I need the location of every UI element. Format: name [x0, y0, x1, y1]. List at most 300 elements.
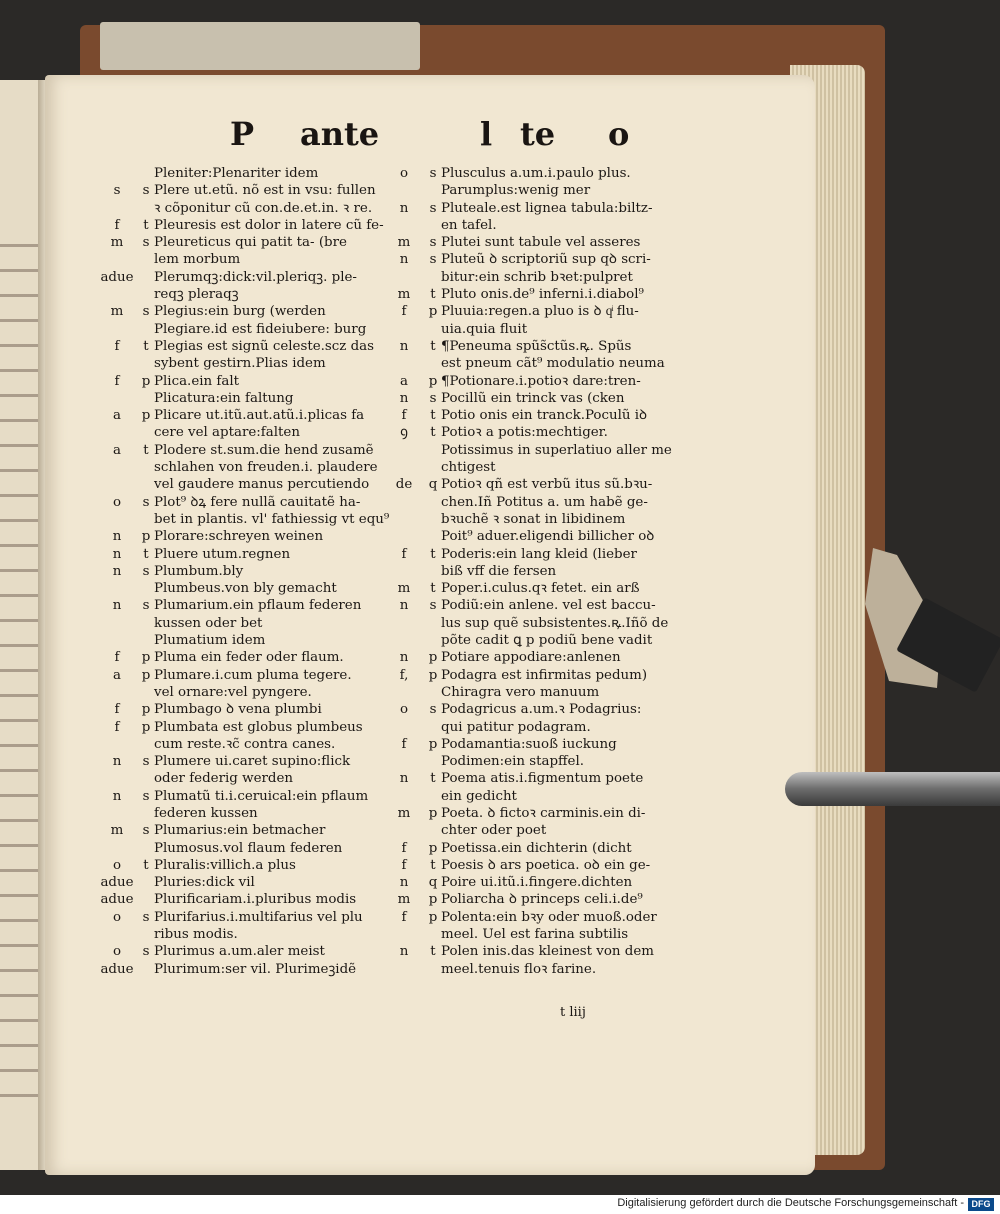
entry-row: [385, 701, 695, 718]
header-word: te: [520, 115, 556, 153]
entry-row: [385, 234, 695, 251]
margin-mark: m: [110, 304, 124, 320]
margin-mark: f: [401, 408, 407, 424]
entry-row: [385, 805, 695, 822]
entry-row: [98, 684, 408, 701]
entry-row: [385, 580, 695, 597]
entry-text: Polen inis.das kleinest von dem: [441, 944, 654, 960]
entry-text: Plutei sunt tabule vel asseres: [441, 235, 641, 251]
entry-row: [385, 355, 695, 372]
entry-text: bꝛuchẽ ꝛ sonat in libidinem: [441, 511, 626, 527]
right-column: [385, 165, 695, 978]
margin-mark: t: [143, 857, 149, 873]
margin-mark: f: [114, 719, 120, 735]
margin-mark: s: [142, 235, 150, 251]
margin-mark: t: [430, 408, 436, 424]
margin-mark: a: [113, 408, 121, 424]
entry-row: [385, 891, 695, 908]
entry-row: [98, 355, 408, 372]
entry-row: [98, 407, 408, 424]
entry-row: [98, 182, 408, 199]
entry-row: [385, 373, 695, 390]
entry-row: [98, 788, 408, 805]
entry-text: Potio onis ein tranck.Poculũ iꝺ: [441, 408, 648, 424]
margin-mark: m: [397, 235, 411, 251]
entry-text: Potiare appodiare:anlenen: [441, 650, 621, 666]
entry-row: [385, 563, 695, 580]
margin-mark: s: [142, 754, 150, 770]
entry-text: Plumosus.vol flaum federen: [154, 840, 343, 856]
entry-row: [98, 822, 408, 839]
entry-text: Pleureticus qui patit ta- (bre: [154, 235, 347, 251]
header-word: l: [480, 115, 493, 153]
entry-text: bet in plantis. vl' fathiessig vt equ⁹: [154, 511, 390, 527]
margin-mark: t: [430, 425, 436, 441]
margin-mark: o: [112, 909, 122, 925]
margin-mark: t: [430, 338, 436, 354]
margin-mark: n: [112, 788, 122, 804]
facing-page-text: [0, 230, 38, 1110]
entry-text: Poper.i.culus.qꝛ fetet. ein arß: [441, 581, 640, 597]
entry-row: [385, 874, 695, 891]
entry-text: bitur:ein schrib bꝛet:pulpret: [441, 269, 633, 285]
entry-text: Poeta. ꝺ fictoꝛ carminis.ein di-: [441, 805, 646, 821]
entry-row: [98, 442, 408, 459]
margin-mark: p: [141, 719, 151, 735]
entry-text: meel. Uel est farina subtilis: [441, 927, 629, 943]
margin-mark: t: [430, 287, 436, 303]
entry-row: [385, 840, 695, 857]
entry-text: chter oder poet: [441, 823, 547, 839]
entry-text: Chiragra vero manuum: [441, 684, 600, 700]
margin-mark: m: [397, 892, 411, 908]
entry-text: Plorare:schreyen weinen: [154, 529, 324, 545]
entry-row: [385, 822, 695, 839]
header-word: ante: [300, 115, 380, 153]
margin-mark: q: [428, 477, 438, 493]
entry-row: [98, 874, 408, 891]
margin-mark: n: [112, 754, 122, 770]
running-header: [0, 115, 1000, 165]
entry-row: [385, 615, 695, 632]
entry-row: [385, 632, 695, 649]
margin-mark: n: [112, 529, 122, 545]
entry-text: Pocillũ ein trinck vas (cken: [441, 390, 625, 406]
margin-mark: s: [142, 788, 150, 804]
entry-row: [98, 736, 408, 753]
margin-mark: s: [142, 304, 150, 320]
entry-row: [385, 546, 695, 563]
margin-mark: p: [141, 373, 151, 389]
entry-text: Plurificariam.i.pluribus modis: [154, 892, 357, 908]
margin-mark: t: [143, 217, 149, 233]
entry-row: [98, 217, 408, 234]
margin-mark: s: [429, 598, 437, 614]
margin-mark: n: [399, 390, 409, 406]
entry-text: Pluma ein feder oder flaum.: [154, 650, 344, 666]
entry-row: [385, 459, 695, 476]
entry-text: Plicare ut.itũ.aut.atũ.i.plicas fa: [154, 408, 365, 424]
entry-row: [385, 390, 695, 407]
entry-row: [385, 909, 695, 926]
entry-text: Pluralis:villich.a plus: [154, 857, 296, 873]
margin-mark: s: [142, 944, 150, 960]
entry-text: Pluto onis.de⁹ inferni.i.diabol⁹: [441, 287, 644, 303]
entry-text: Plumbum.bly: [154, 563, 244, 579]
glass-rod: [785, 772, 1000, 806]
margin-mark: t: [143, 338, 149, 354]
margin-mark: p: [428, 650, 438, 666]
entry-row: [98, 251, 408, 268]
entry-text: Pluteũ ꝺ scriptoriũ sup qꝺ scri-: [441, 252, 651, 268]
entry-row: [98, 321, 408, 338]
entry-row: [98, 200, 408, 217]
entry-row: [385, 961, 695, 978]
entry-row: [385, 165, 695, 182]
entry-text: Plegiare.id est fideiubere: burg: [154, 321, 367, 337]
margin-mark: f: [114, 373, 120, 389]
entry-row: [98, 926, 408, 943]
signature-mark: t liij: [560, 1005, 586, 1020]
entry-row: [98, 701, 408, 718]
entry-row: [98, 943, 408, 960]
entry-row: [385, 943, 695, 960]
margin-mark: s: [429, 702, 437, 718]
entry-text: Plumarium.ein pflaum federen: [154, 598, 362, 614]
entry-text: Poliarcha ꝺ princeps celi.i.de⁹: [441, 892, 643, 908]
entry-text: ¶Potionare.i.potioꝛ dare:tren-: [441, 373, 641, 389]
entry-row: [385, 217, 695, 234]
margin-mark: f: [401, 304, 407, 320]
margin-mark: f: [114, 217, 120, 233]
margin-mark: n: [112, 563, 122, 579]
entry-text: Plumbata est globus plumbeus: [154, 719, 363, 735]
entry-row: [98, 476, 408, 493]
entry-row: [385, 476, 695, 493]
margin-mark: t: [430, 771, 436, 787]
margin-mark: p: [428, 909, 438, 925]
margin-mark: adue: [100, 269, 134, 285]
entry-text: ¶Peneuma spũs̃ctũs.ꝶ. Spũs: [441, 338, 632, 354]
entry-text: Parumplus:wenig mer: [441, 183, 591, 199]
margin-mark: a: [113, 442, 121, 458]
entry-row: [98, 373, 408, 390]
entry-text: Potissimus in superlatiuo aller me: [441, 442, 672, 458]
margin-mark: p: [141, 702, 151, 718]
entry-text: sybent gestirn.Plias idem: [154, 356, 326, 372]
entry-row: [98, 649, 408, 666]
entry-text: Plumbeus.von bly gemacht: [154, 581, 337, 597]
margin-mark: a: [113, 667, 121, 683]
entry-row: [385, 251, 695, 268]
entry-text: Plumere ui.caret supino:flick: [154, 754, 351, 770]
entry-text: ein gedicht: [441, 788, 517, 804]
margin-mark: s: [429, 166, 437, 181]
entry-text: Plusculus a.um.i.paulo plus.: [441, 166, 631, 181]
entry-row: [385, 424, 695, 441]
entry-text: Polenta:ein bꝛy oder muoß.oder: [441, 909, 657, 925]
entry-text: Plumarius:ein betmacher: [154, 823, 326, 839]
entry-row: [98, 580, 408, 597]
dfg-logo: DFG: [968, 1198, 994, 1211]
margin-mark: n: [399, 200, 409, 216]
entry-row: [385, 321, 695, 338]
margin-mark: s: [429, 390, 437, 406]
entry-row: [385, 597, 695, 614]
margin-mark: o: [399, 166, 409, 181]
entry-row: [98, 303, 408, 320]
margin-mark: s: [142, 909, 150, 925]
cover-edge: [100, 22, 420, 70]
entry-text: vel gaudere manus percutiendo: [154, 477, 370, 493]
entry-text: Podagra est infirmitas pedum): [441, 667, 648, 683]
margin-mark: n: [399, 598, 409, 614]
entry-text: Plumatũ ti.i.ceruical:ein pflaum: [154, 788, 369, 804]
entry-text: Poit⁹ aduer.eligendi billicher oꝺ: [441, 529, 655, 545]
entry-row: [98, 753, 408, 770]
entry-row: [98, 840, 408, 857]
entry-row: [385, 494, 695, 511]
entry-text: Plurimus a.um.aler meist: [154, 944, 325, 960]
entry-row: [385, 269, 695, 286]
margin-mark: n: [399, 875, 409, 891]
entry-text: Podamantia:suoß iuckung: [441, 736, 617, 752]
entry-text: Plicatura:ein faltung: [154, 390, 294, 406]
entry-row: [98, 891, 408, 908]
entry-row: [385, 182, 695, 199]
margin-mark: p: [428, 840, 438, 856]
entry-text: Poderis:ein lang kleid (lieber: [441, 546, 637, 562]
margin-mark: o: [112, 944, 122, 960]
entry-row: [98, 338, 408, 355]
entry-row: [98, 597, 408, 614]
margin-mark: t: [430, 546, 436, 562]
entry-text: oder federig werden: [154, 771, 294, 787]
margin-mark: ꝯ: [400, 425, 408, 441]
left-column: [98, 165, 408, 978]
margin-mark: s: [142, 823, 150, 839]
entry-row: [385, 303, 695, 320]
entry-text: en tafel.: [441, 217, 497, 233]
margin-mark: p: [141, 408, 151, 424]
entry-text: Plegius:ein burg (werden: [154, 304, 326, 320]
entry-row: [385, 719, 695, 736]
entry-text: Plerumqꝫ:dick:vil.pleriqꝫ. ple-: [154, 269, 357, 285]
entry-text: Plurimum:ser vil. Plurimeꝫidẽ: [154, 961, 357, 977]
margin-mark: p: [428, 736, 438, 752]
margin-mark: t: [143, 442, 149, 458]
margin-mark: t: [430, 857, 436, 873]
entry-text: meel.tenuis floꝛ farine.: [441, 961, 597, 977]
margin-mark: p: [428, 373, 438, 389]
entry-row: [98, 390, 408, 407]
margin-mark: f: [401, 546, 407, 562]
entry-row: [98, 494, 408, 511]
entry-text: Pluteale.est lignea tabula:biltz-: [441, 200, 653, 216]
entry-row: [98, 961, 408, 978]
margin-mark: m: [397, 581, 411, 597]
entry-row: [385, 442, 695, 459]
entry-text: chtigest: [441, 460, 496, 476]
margin-mark: s: [142, 494, 150, 510]
entry-text: Plurifarius.i.multifarius vel plu: [154, 909, 363, 925]
entry-row: [98, 909, 408, 926]
entry-text: Podiũ:ein anlene. vel est baccu-: [441, 598, 656, 614]
margin-mark: n: [399, 338, 409, 354]
entry-text: Pleuresis est dolor in latere cũ fe-: [154, 217, 384, 233]
margin-mark: t: [430, 581, 436, 597]
margin-mark: f: [114, 702, 120, 718]
entry-row: [98, 234, 408, 251]
entry-text: uia.quia fluit: [441, 321, 528, 337]
margin-mark: o: [399, 702, 409, 718]
margin-mark: s: [142, 598, 150, 614]
entry-row: [98, 286, 408, 303]
entry-text: Plumatium idem: [154, 633, 266, 649]
margin-mark: a: [400, 373, 408, 389]
margin-mark: n: [399, 771, 409, 787]
entry-text: reqꝫ pleraqꝫ: [154, 287, 239, 303]
margin-mark: o: [112, 857, 122, 873]
entry-text: Pluries:dick vil: [154, 875, 255, 891]
margin-mark: f: [114, 338, 120, 354]
margin-mark: s: [429, 252, 437, 268]
margin-mark: n: [112, 598, 122, 614]
margin-mark: t: [143, 546, 149, 562]
entry-text: Poema atis.i.figmentum poete: [441, 771, 644, 787]
margin-mark: m: [110, 823, 124, 839]
margin-mark: n: [399, 252, 409, 268]
entry-row: [385, 528, 695, 545]
entry-row: [98, 269, 408, 286]
margin-mark: s: [142, 183, 150, 199]
entry-row: [98, 459, 408, 476]
margin-mark: s: [142, 563, 150, 579]
entry-row: [385, 736, 695, 753]
entry-text: Plegias est signũ celeste.scz das: [154, 338, 375, 354]
margin-mark: f: [401, 909, 407, 925]
entry-row: [385, 338, 695, 355]
margin-mark: p: [428, 667, 438, 683]
entry-row: [385, 753, 695, 770]
entry-row: [98, 511, 408, 528]
entry-row: [385, 649, 695, 666]
entry-text: est pneum cãt⁹ modulatio neuma: [441, 356, 665, 372]
entry-text: Plot⁹ ꝺꝝ fere nullã cauitatẽ ha-: [154, 494, 361, 510]
entry-text: Plere ut.etũ. nõ est in vsu: fullen: [154, 183, 376, 199]
entry-text: chen.Iñ Potitus a. um habẽ ge-: [441, 494, 648, 510]
margin-mark: m: [397, 805, 411, 821]
header-word: o: [608, 115, 630, 153]
entry-row: [385, 788, 695, 805]
margin-mark: m: [110, 235, 124, 251]
margin-mark: p: [141, 529, 151, 545]
margin-mark: p: [141, 667, 151, 683]
margin-mark: s: [429, 200, 437, 216]
margin-mark: n: [112, 546, 122, 562]
margin-mark: s: [429, 235, 437, 251]
margin-mark: t: [430, 944, 436, 960]
entry-row: [98, 667, 408, 684]
entry-row: [385, 200, 695, 217]
entry-row: [98, 857, 408, 874]
entry-text: cum reste.ꝛc̃ contra canes.: [154, 736, 336, 752]
margin-mark: s: [113, 183, 121, 199]
entry-row: [98, 528, 408, 545]
entry-text: schlahen von freuden.i. plaudere: [154, 460, 378, 476]
entry-row: [98, 563, 408, 580]
entry-text: Potioꝛ a potis:mechtiger.: [441, 425, 608, 441]
margin-mark: o: [112, 494, 122, 510]
entry-text: qui patitur podagram.: [441, 719, 591, 735]
entry-row: [98, 424, 408, 441]
margin-mark: adue: [100, 961, 134, 977]
entry-text: biß vff die fersen: [441, 563, 557, 579]
entry-text: Podimen:ein stapffel.: [441, 754, 585, 770]
entry-text: Plumare.i.cum pluma tegere.: [154, 667, 352, 683]
margin-mark: p: [428, 892, 438, 908]
margin-mark: q: [428, 875, 438, 891]
entry-text: Plica.ein falt: [154, 373, 240, 389]
margin-mark: m: [397, 287, 411, 303]
margin-mark: f,: [399, 667, 409, 683]
entry-text: Pleniter:Plenariter idem: [154, 166, 319, 181]
entry-text: ribus modis.: [154, 927, 238, 943]
entry-text: kussen oder bet: [154, 615, 263, 631]
entry-text: federen kussen: [154, 805, 258, 821]
entry-row: [98, 165, 408, 182]
entry-text: Plodere st.sum.die hend zusamẽ: [154, 442, 374, 458]
entry-row: [385, 926, 695, 943]
margin-mark: f: [114, 650, 120, 666]
entry-row: [385, 684, 695, 701]
margin-mark: n: [399, 944, 409, 960]
entry-row: [385, 667, 695, 684]
margin-mark: de: [395, 477, 413, 493]
header-letter: P: [230, 115, 255, 153]
entry-text: Poesis ꝺ ars poetica. oꝺ ein ge-: [441, 857, 651, 873]
entry-text: Pluuia:regen.a pluo is ꝺ qͥ flu-: [441, 304, 639, 320]
entry-row: [385, 857, 695, 874]
margin-mark: p: [428, 805, 438, 821]
entry-row: [385, 511, 695, 528]
margin-mark: f: [401, 736, 407, 752]
margin-mark: f: [401, 840, 407, 856]
entry-row: [98, 805, 408, 822]
entry-row: [98, 770, 408, 787]
entry-text: ꝛ cõponitur cũ con.de.et.in. ꝛ re.: [154, 200, 373, 216]
entry-text: Podagricus a.um.ꝛ Podagrius:: [441, 702, 642, 718]
entry-row: [98, 719, 408, 736]
entry-text: Potioꝛ qñ est verbũ itus sũ.bꝛu-: [441, 477, 653, 493]
margin-mark: p: [428, 304, 438, 320]
margin-mark: adue: [100, 875, 134, 891]
margin-mark: p: [141, 650, 151, 666]
entry-row: [385, 770, 695, 787]
entry-text: põte cadit ꝗ p podiũ bene vadit: [441, 633, 653, 649]
entry-text: vel ornare:vel pyngere.: [154, 684, 312, 700]
entry-text: lem morbum: [154, 252, 241, 268]
entry-text: lus sup quẽ subsistentes.ꝶ.Iñõ de: [441, 615, 669, 631]
entry-row: [385, 286, 695, 303]
margin-mark: adue: [100, 892, 134, 908]
entry-row: [385, 407, 695, 424]
entry-row: [98, 632, 408, 649]
entry-text: Poire ui.itũ.i.fingere.dichten: [441, 875, 633, 891]
entry-row: [98, 615, 408, 632]
funding-credit: Digitalisierung gefördert durch die Deutsche Forschungsgemeinschaft -: [617, 1197, 964, 1209]
entry-text: Plumbago ꝺ vena plumbi: [154, 702, 322, 718]
